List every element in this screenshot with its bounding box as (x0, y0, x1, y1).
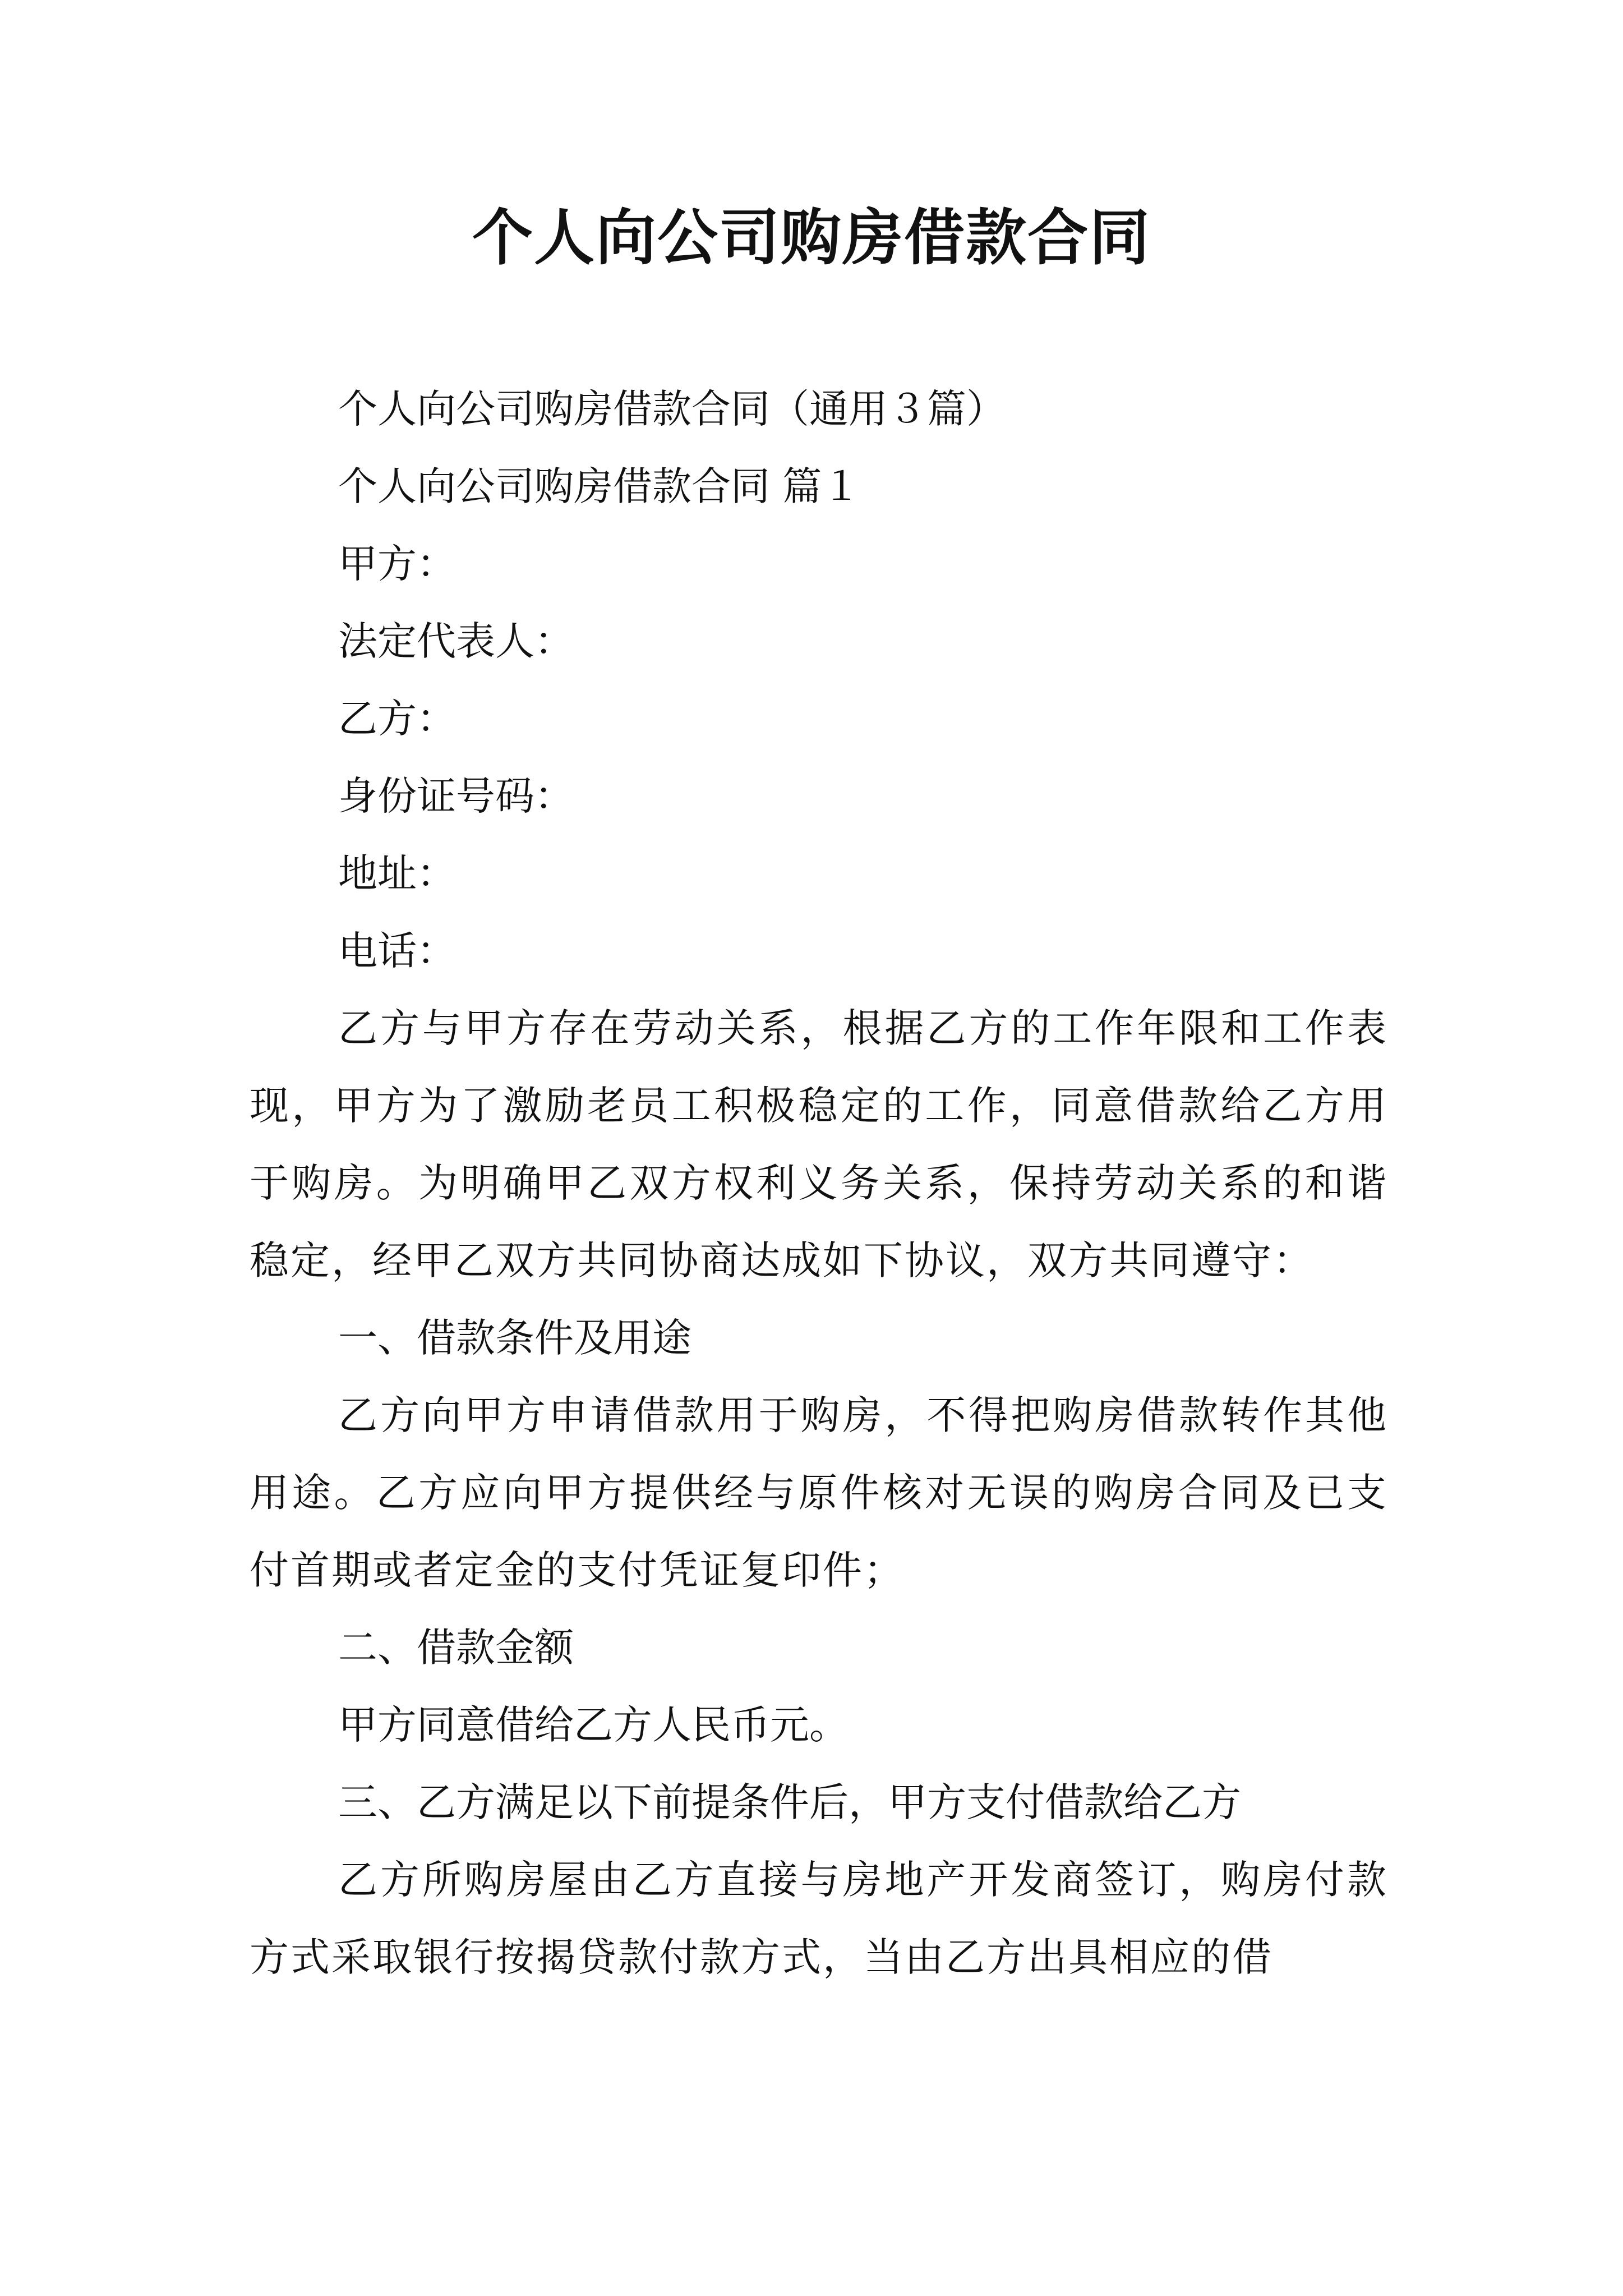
field-phone: 电话： (338, 928, 456, 974)
clause-2-heading: 二、借款金额 (338, 1625, 574, 1671)
field-party-b: 乙方： (338, 696, 456, 742)
document-title: 个人向公司购房借款合同 (472, 203, 1151, 273)
document-subtitle: 个人向公司购房借款合同（通用３篇） (338, 386, 1006, 432)
document-body (250, 370, 1388, 1996)
clause-1-heading: 一、借款条件及用途 (338, 1315, 691, 1361)
clause-1-body: 乙方向甲方申请借款用于购房，不得把购房借款转作其他用途。乙方应向甲方提供经与原件核对无误的购房合同及已支付首期或者定金的支付凭证复印件； (250, 1392, 1388, 1593)
intro-paragraph: 乙方与甲方存在劳动关系，根据乙方的工作年限和工作表现，甲方为了激励老员工积极稳定的工作，同意借款给乙方用于购房。为明确甲乙双方权利义务关系，保持劳动关系的和谐稳定，经甲乙双方共同协商达成如下协议，双方共同遵守： (250, 1005, 1388, 1283)
clause-3-body: 乙方所购房屋由乙方直接与房地产开发商签订，购房付款方式采取银行按揭贷款付款方式，当由乙方出具相应的借 (250, 1857, 1388, 1980)
field-party-a: 甲方： (338, 541, 456, 587)
field-legal-representative: 法定代表人： (338, 618, 574, 664)
field-address: 地址： (338, 850, 456, 896)
section-heading: 个人向公司购房借款合同 篇１ (338, 463, 861, 509)
field-id-number: 身份证号码： (338, 773, 574, 819)
clause-3-heading: 三、乙方满足以下前提条件后，甲方支付借款给乙方 (338, 1779, 1241, 1825)
clause-2-body: 甲方同意借给乙方人民币元。 (338, 1702, 849, 1748)
